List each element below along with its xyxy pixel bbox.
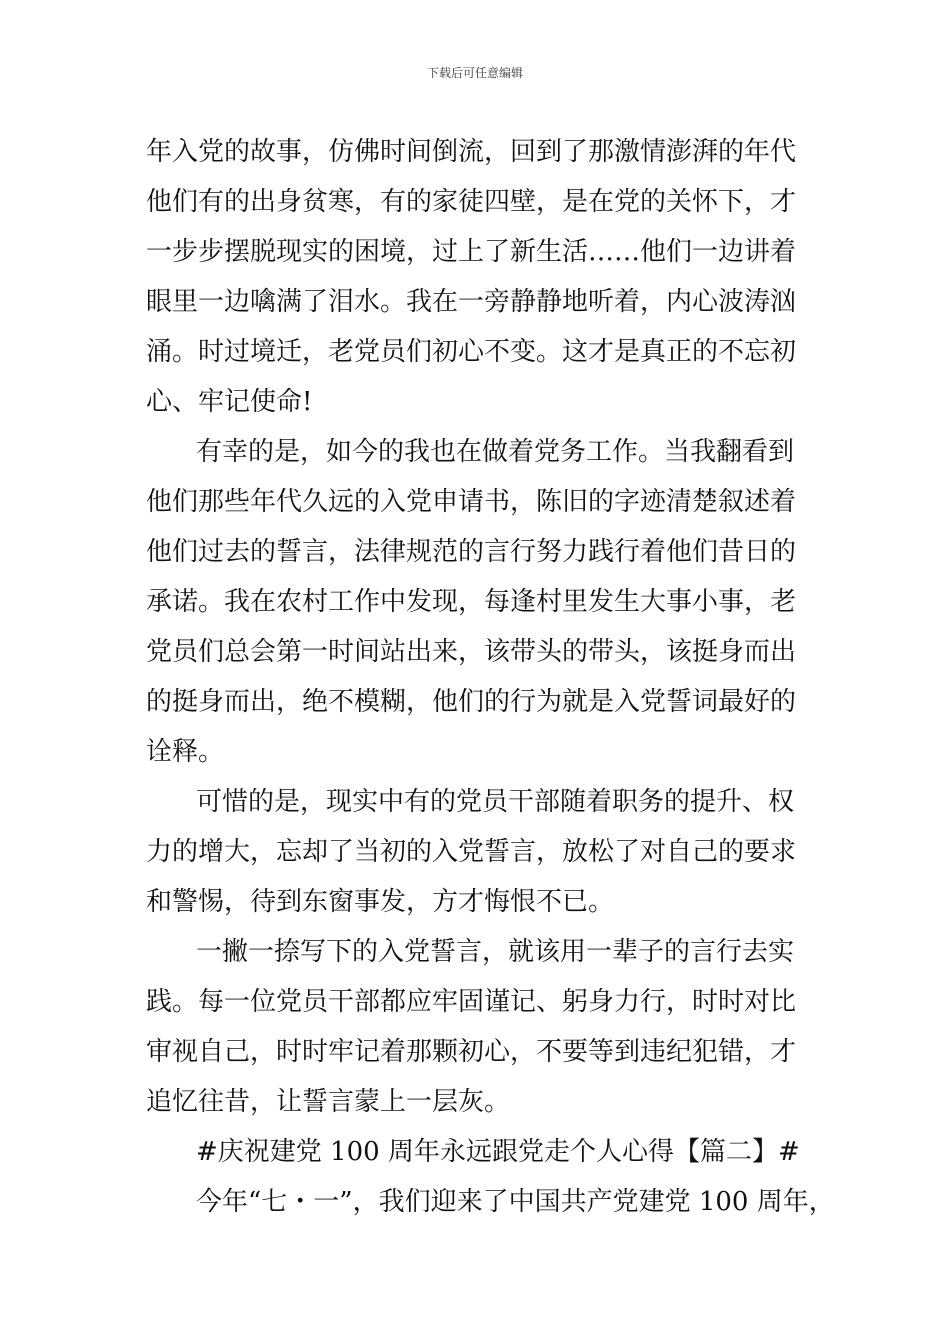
text-line: 眼里一边噙满了泪水。我在一旁静静地听着，内心波涛汹 <box>146 287 797 317</box>
text-line: 承诺。我在农村工作中发现，每逢村里发生大事小事，老 <box>146 587 797 617</box>
text-line: 他们有的出身贫寒，有的家徒四壁，是在党的关怀下，才 <box>146 187 797 217</box>
text-line: 他们那些年代久远的入党申请书，陈旧的字迹清楚叙述着 <box>146 487 797 517</box>
text-line: 审视自己，时时牢记着那颗初心，不要等到违纪犯错，才 <box>146 1037 797 1067</box>
text-line: 涌。时过境迁，老党员们初心不变。这才是真正的不忘初 <box>146 337 797 367</box>
text-line: 践。每一位党员干部都应牢固谨记、躬身力行，时时对比 <box>146 987 797 1017</box>
text-line: 今年“七・一”，我们迎来了中国共产党建党 100 周年， <box>196 1187 835 1217</box>
text-line: 和警惕，待到东窗事发，方才悔恨不已。 <box>146 887 615 917</box>
page-header-note: 下载后可任意编辑 <box>426 66 523 80</box>
text-line: 有幸的是，如今的我也在做着党务工作。当我翻看到 <box>196 437 795 467</box>
text-line: 追忆往昔，让誓言蒙上一层灰。 <box>146 1087 511 1117</box>
text-line: 党员们总会第一时间站出来，该带头的带头，该挺身而出 <box>146 637 797 667</box>
text-line: 一撇一捺写下的入党誓言，就该用一辈子的言行去实 <box>196 937 795 967</box>
text-line: 诠释。 <box>146 737 225 767</box>
text-line: 心、牢记使命! <box>146 387 313 417</box>
text-line: 他们过去的誓言，法律规范的言行努力践行着他们昔日的 <box>146 537 797 567</box>
section-heading: #庆祝建党 100 周年永远跟党走个人心得【篇二】# <box>196 1137 800 1167</box>
text-line: 的挺身而出，绝不模糊，他们的行为就是入党誓词最好的 <box>146 687 797 717</box>
text-line: 可惜的是，现实中有的党员干部随着职务的提升、权 <box>196 787 795 817</box>
document-body <box>146 127 835 1227</box>
text-line: 年入党的故事，仿佛时间倒流，回到了那激情澎湃的年代 <box>146 137 797 167</box>
text-line: 力的增大，忘却了当初的入党誓言，放松了对自己的要求 <box>146 837 797 867</box>
text-line: 一步步摆脱现实的困境，过上了新生活……他们一边讲着 <box>146 237 797 267</box>
